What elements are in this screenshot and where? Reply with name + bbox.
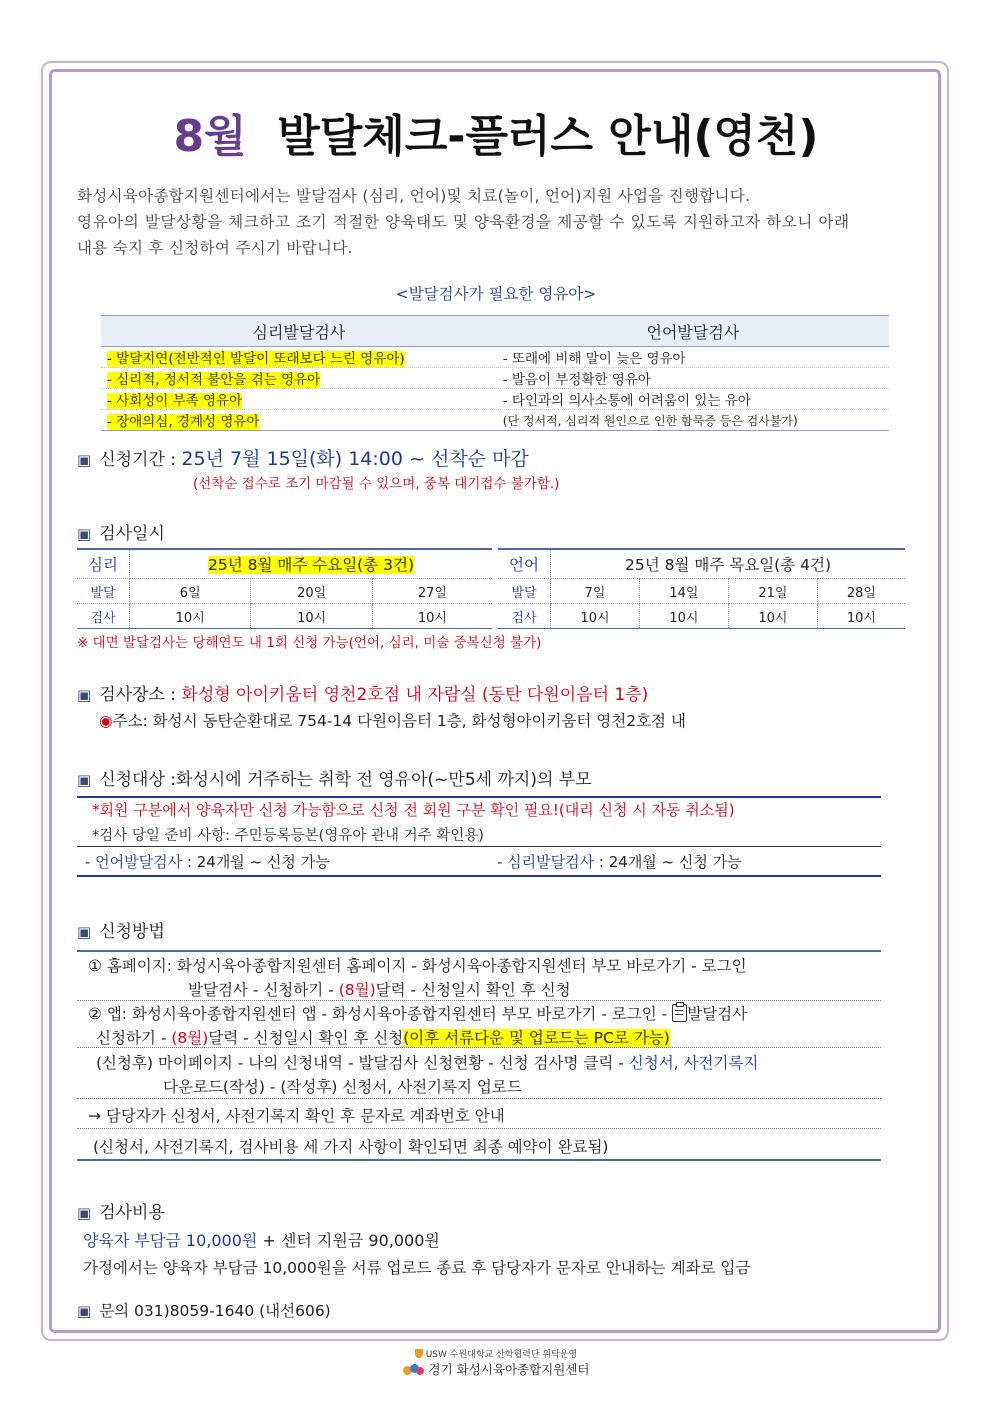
period-note: (선착순 접수로 조기 마감될 수 있으며, 중복 대기접수 불가함.) <box>193 476 560 492</box>
contact-text: 문의 031)8059-1640 (내선606) <box>99 1302 331 1320</box>
method-step-3a-pre: (신청후) 마이페이지 - 나의 신청내역 - 발달검사 신청현황 - 신청 검사명 클릭 - <box>96 1054 629 1072</box>
method-step-2b-pre: 신청하기 - <box>96 1029 172 1047</box>
shield-icon <box>415 1349 423 1358</box>
lang-time: 10시 <box>551 604 640 629</box>
psy-time: 10시 <box>372 604 492 629</box>
square-bullet-icon: ▣ <box>77 686 92 704</box>
method-divider <box>77 1047 881 1048</box>
need-psy-item: - 발달지연(전반적인 발달이 또래보다 느린 영유아) <box>107 351 405 367</box>
method-label: 신청방법 <box>99 922 165 942</box>
psy-exam-header: 25년 8월 매주 수요일(총 3건) <box>207 556 414 574</box>
cost-section <box>77 1198 165 1223</box>
need-col-lang-header: 언어발달검사 <box>497 316 889 347</box>
cost-line-1 <box>83 1228 440 1251</box>
period-section <box>77 444 529 471</box>
need-lang-item: - 또래에 비해 말이 늦은 영유아 <box>497 347 889 368</box>
method-step-2b <box>96 1026 670 1048</box>
target-divider-bottom <box>77 875 881 877</box>
title-month: 8월 <box>173 111 247 162</box>
lang-time: 10시 <box>817 604 905 629</box>
table-row <box>101 368 889 389</box>
table-row <box>101 410 889 431</box>
footer-university-text: USW 수원대학교 산학협력단 위탁운영 <box>425 1350 578 1360</box>
method-step-2a-end: 발달검사 <box>687 1005 748 1023</box>
method-step-4: → 담당자가 신청서, 사전기록지 확인 후 문자로 계좌번호 안내 <box>88 1107 505 1125</box>
place-section <box>77 680 648 705</box>
lang-label-3: 검사 <box>498 604 551 629</box>
lang-time: 10시 <box>639 604 728 629</box>
need-psy-item: - 심리적, 정서적 불안을 겪는 영유아 <box>107 372 321 388</box>
intro-line-2: 영유아의 발달상황을 체크하고 조기 적절한 양육태도 및 양육환경을 제공할 수 있도록 지원하고자 하오니 아래 <box>77 213 850 231</box>
square-bullet-icon: ▣ <box>77 1302 92 1320</box>
square-bullet-icon: ▣ <box>77 525 92 543</box>
method-step-2b-mid: 달력 - 신청일시 확인 후 신청 <box>208 1029 404 1047</box>
square-bullet-icon: ▣ <box>77 451 92 469</box>
radio-bullet-icon: ◉ <box>99 712 113 730</box>
lang-label-2: 발달 <box>498 579 551 604</box>
page-title <box>0 100 992 164</box>
psy-label-2: 발달 <box>77 579 130 604</box>
target-psy-row <box>497 851 742 872</box>
place-label: 검사장소 : <box>99 685 177 705</box>
need-psy-item: - 사회성이 부족 영유아 <box>107 393 243 409</box>
psy-date: 20일 <box>251 579 372 604</box>
footer-center <box>0 1360 992 1378</box>
square-bullet-icon: ▣ <box>77 771 92 789</box>
clipboard-icon <box>672 1004 687 1022</box>
method-step-2a-text: ② 앱: 화성시육아종합지원센터 앱 - 화성시육아종합지원센터 부모 바로가기 - 로그인 - <box>88 1005 668 1023</box>
period-label: 신청기간 : <box>99 450 177 470</box>
need-col-psy-header: 심리발달검사 <box>101 316 497 347</box>
period-value: 25년 7월 15일(화) 14:00 ~ 선착순 마감 <box>181 448 529 470</box>
need-title: <발달검사가 필요한 영유아> <box>395 285 597 303</box>
psy-exam-table <box>77 548 492 629</box>
table-row <box>101 389 889 410</box>
method-divider-bottom <box>77 1159 881 1161</box>
place-address-row <box>99 709 686 731</box>
method-step-1b-pre: 발달검사 - 신청하기 - <box>188 981 339 999</box>
method-divider <box>77 1128 881 1129</box>
need-lang-item: - 발음이 부정확한 영유아 <box>497 368 889 389</box>
exam-days-label: 검사일시 <box>99 524 165 544</box>
place-value: 화성형 아이키움터 영천2호점 내 자람실 (동탄 다원이음터 1층) <box>181 685 649 705</box>
contact-section <box>77 1299 331 1321</box>
cost-label: 검사비용 <box>99 1203 165 1223</box>
target-lang-value: : 24개월 ~ 신청 가능 <box>186 853 330 871</box>
need-table <box>101 315 889 431</box>
square-bullet-icon: ▣ <box>77 1204 92 1222</box>
cost-center-amount: + 센터 지원금 90,000원 <box>257 1231 440 1250</box>
target-divider-mid <box>77 846 881 847</box>
cost-line-2: 가정에서는 양육자 부담금 10,000원을 서류 업로드 종료 후 담당자가 문자로 안내하는 계좌로 입금 <box>83 1259 751 1277</box>
place-address: 주소: 화성시 동탄순환대로 754-14 다원이음터 1층, 화성형아이키움터 영천2호점 내 <box>112 712 686 730</box>
exam-days-note: ※ 대면 발달검사는 당해연도 내 1회 신청 가능(언어, 심리, 미술 중복신청 불가) <box>77 635 542 651</box>
table-row <box>101 347 889 368</box>
center-logo-icon <box>403 1363 425 1377</box>
psy-date: 6일 <box>130 579 251 604</box>
method-step-1a: ① 홈페이지: 화성시육아종합지원센터 홈페이지 - 화성시육아종합지원센터 부모 바로가기 - 로그인 <box>88 957 747 975</box>
method-divider <box>77 1000 881 1001</box>
lang-exam-table <box>498 548 905 629</box>
target-note-2: *검사 당일 준비 사항: 주민등록등본(영유아 관내 거주 확인용) <box>92 828 484 844</box>
lang-label-1: 언어 <box>498 549 551 579</box>
need-lang-item: (단 정서적, 심리적 원인으로 인한 함묵증 등은 검사불가) <box>497 410 889 431</box>
cost-parent-amount: 양육자 부담금 10,000원 <box>83 1231 258 1250</box>
target-value: 화성시에 거주하는 취학 전 영유아(~만5세 까지)의 부모 <box>176 770 592 790</box>
method-step-3b: 다운로드(작성) - (작성후) 신청서, 사전기록지 업로드 <box>163 1078 522 1096</box>
method-step-1b <box>188 978 571 1000</box>
lang-date: 14일 <box>639 579 728 604</box>
title-main: 발달체크-플러스 안내(영천) <box>277 111 819 162</box>
intro-text <box>77 183 927 261</box>
method-step-3a-blue: 신청서, 사전기록지 <box>628 1054 759 1072</box>
method-step-2a <box>88 1002 747 1024</box>
footer-university <box>0 1347 992 1360</box>
lang-time: 10시 <box>728 604 817 629</box>
target-lang-row <box>85 851 330 872</box>
lang-date: 28일 <box>817 579 905 604</box>
method-section <box>77 917 165 942</box>
lang-date: 7일 <box>551 579 640 604</box>
target-divider-top <box>77 796 881 798</box>
intro-line-1: 화성시육아종합지원센터에서는 발달검사 (심리, 언어)및 치료(놀이, 언어)지원 사업을 진행합니다. <box>77 187 751 205</box>
psy-label-1: 심리 <box>77 549 130 579</box>
psy-time: 10시 <box>130 604 251 629</box>
method-step-1b-post: 달력 - 신청일시 확인 후 신청 <box>375 981 571 999</box>
psy-label-3: 검사 <box>77 604 130 629</box>
psy-date: 27일 <box>372 579 492 604</box>
method-step-1b-red: (8월) <box>338 981 376 999</box>
method-step-2b-red: (8월) <box>171 1029 209 1047</box>
target-note-1: *회원 구분에서 양육자만 신청 가능함으로 신청 전 회원 구분 확인 필요!(대리 신청 시 자동 취소됨) <box>92 801 735 819</box>
footer-center-text: 경기 화성시육아종합지원센터 <box>428 1362 590 1377</box>
need-psy-item: - 장애의심, 경계성 영유아 <box>107 414 260 430</box>
target-psy-label: - 심리발달검사 <box>497 853 595 871</box>
lang-date: 21일 <box>728 579 817 604</box>
method-divider-top <box>77 950 881 952</box>
target-label: 신청대상 : <box>99 770 177 790</box>
target-lang-label: - 언어발달검사 <box>85 853 183 871</box>
target-psy-value: : 24개월 ~ 신청 가능 <box>598 853 742 871</box>
intro-line-3: 내용 숙지 후 신청하여 주시기 바랍니다. <box>77 239 353 257</box>
method-step-3a <box>96 1051 758 1073</box>
psy-time: 10시 <box>251 604 372 629</box>
target-section <box>77 765 592 790</box>
exam-days-section <box>77 519 165 544</box>
method-divider <box>77 1098 881 1099</box>
lang-exam-header: 25년 8월 매주 목요일(총 4건) <box>551 549 906 579</box>
method-step-2b-highlight: (이후 서류다운 및 업로드는 PC로 가능) <box>403 1029 670 1047</box>
square-bullet-icon: ▣ <box>77 923 92 941</box>
method-step-5: (신청서, 사전기록지, 검사비용 세 가지 사항이 확인되면 최종 예약이 완료됨) <box>93 1138 609 1156</box>
need-lang-item: - 타인과의 의사소통에 어려움이 있는 유아 <box>497 389 889 410</box>
